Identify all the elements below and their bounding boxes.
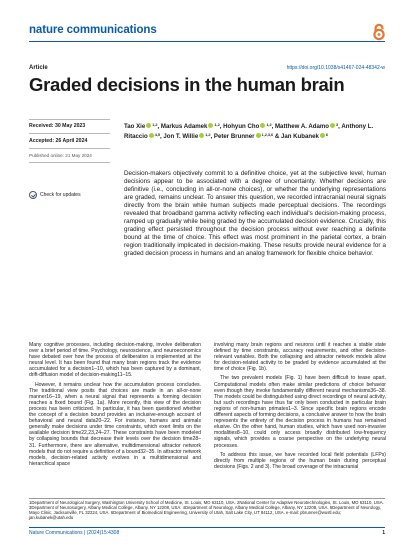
- orcid-icon[interactable]: [256, 133, 261, 138]
- affiliation-marker: 3: [336, 123, 339, 127]
- affiliation-marker: 1,2: [214, 123, 220, 127]
- body-paragraph: To address this issue, we have recorded local field potentials (LFPs) directly from multiple regions of the human brain during perceptual decisions (Figs. 2 and 3). The broad coverage of the intracranial: [214, 451, 386, 470]
- author-name[interactable]: , Matthew A. Adamo: [271, 123, 330, 130]
- footer-citation: Nature Communications | (2024)15:4308: [29, 530, 120, 536]
- meta-divider: [29, 162, 110, 163]
- affiliation-marker: 6: [325, 133, 328, 138]
- affiliations-footnote: 1Department of Neurological Surgery, Washington University School of Medicine, St. Louis, MO 63110, USA. 2National Center for Adaptive Neurotechnologies, St. Louis, MO 63110, USA. 3Department of Neurosurgery, Albany Medical College, Albany, NY 12208, USA. 4Department of Neurology, Albany Medical College, Albany, NY 12208, USA. 5Department of Neurology, Mayo Clinic, Jacksonville, FL 32224, USA. 6Department of Biomedical Engineering, University of Utah, Salt Lake City, UT 84112, USA. e-mail: pbrunner@wustl.edu; jan.kubanek@utah.edu: [29, 500, 384, 521]
- journal-name[interactable]: nature communications: [29, 24, 157, 36]
- orcid-icon[interactable]: [330, 123, 335, 128]
- check-updates-icon: [29, 191, 37, 199]
- header-rule: [29, 41, 385, 42]
- meta-divider: [29, 119, 110, 120]
- orcid-icon[interactable]: [260, 123, 265, 128]
- meta-divider: [29, 148, 110, 149]
- body-column-left: [29, 342, 201, 470]
- article-title: Graded decisions in the human brain: [29, 74, 345, 95]
- page-number: 1: [382, 530, 385, 536]
- affiliation-marker: 1,2: [152, 123, 158, 127]
- accepted-date: Accepted: 26 April 2024: [29, 138, 88, 144]
- author-list: [124, 121, 386, 142]
- footnote-divider: [29, 498, 385, 499]
- affiliation-marker: 1,2,3,6: [261, 133, 274, 138]
- article-type: Article: [29, 65, 48, 71]
- doi-link[interactable]: https://doi.org/10.1038/s41467-024-48342-w: [286, 65, 385, 71]
- author-name[interactable]: , Jon T. Willie: [160, 133, 199, 141]
- abstract: Decision-makers objectively commit to a definitive choice, yet at the subjective level, human decisions appear to be associated with a degree of uncertainty. Whether decisions are definitive (i.e., concluding in all-or-none choices), or whether the underlying representations are graded, remains unclear. To answer this question, we recorded intracranial neural signals directly from the brain while human subjects made perceptual decisions. The recordings revealed that broadband gamma activity reflecting each individual's decision-making process, ramped up gradually while being graded by the accumulated decision evidence. Crucially, this grading effect persisted throughout the decision process without ever reaching a definite bound at the time of choice. This effect was most prominent in the parietal cortex, a brain region traditionally implicated in decision-making. These results provide neural evidence for a graded decision process in humans and an analog framework for flexible choice behavior.: [124, 170, 386, 258]
- orcid-icon[interactable]: [208, 123, 213, 128]
- meta-divider: [29, 133, 110, 134]
- orcid-icon[interactable]: [146, 123, 151, 128]
- body-paragraph: However, it remains unclear how the accumulation process concludes. The traditional view posits that choices are made in an all-or-none manner16–19, when a neural signal that represents a forming decision reaches a fixed bound (Fig. 1a). More recently, this view of the decision process has been criticized. In particular, it has been questioned whether the concept of a decision bound provides an inclusive-enough account of behavioral and neural data20–22. For instance, humans and animals generally make decisions under time constraints, which exert limits on the available decision time22,23,24–27. These constraints have been modeled by collapsing bounds that decrease their levels over the decision time28–31. Furthermore, there are alternative, multidimensional attractor network models that do not require a definition of a bound32–35. In attractor network models, decision-related activity evolves in a multidimensional and hierarchical space: [29, 381, 201, 467]
- author-name[interactable]: , Markus Adamek: [157, 123, 208, 130]
- orcid-icon[interactable]: [320, 133, 325, 138]
- body-paragraph: The two prevalent models (Fig. 1) have been difficult to tease apart. Computational models often make similar predictions of choice behavior even though they invoke fundamentally different neural mechanisms36–38. The models could be distinguished using direct recordings of neural activity, but such recordings have thus far only been conducted in particular brain regions of non-human primates1–3. Since specific brain regions encode different aspects of forming decisions, a conclusive answer to how the brain represents the entirety of the decision process in humans has remained elusive. On the other hand, human studies, which have used non-invasive modalities8–10, could only access broadly distributed low-frequency signals, which provides a coarse perspective on the underlying neural processes.: [214, 375, 386, 449]
- author-name[interactable]: , Anthony L. Ritaccio: [124, 123, 374, 141]
- orcid-icon[interactable]: [149, 133, 154, 138]
- orcid-icon[interactable]: [199, 133, 204, 138]
- published-date: Published online: 21 May 2024: [29, 153, 92, 158]
- author-name[interactable]: , Hohyun Cho: [219, 123, 260, 130]
- author-name[interactable]: Tao Xie: [124, 123, 146, 130]
- check-updates-label: Check for updates: [40, 192, 81, 198]
- body-paragraph: involving many brain regions and neurons until it reaches a stable state defined by time constraints, accuracy requirements, and other decision-relevant variables. Both the collapsing and attractor network models allow for decision-related activity to be graded by evidence accumulated at the time of choice (Fig. 1b).: [214, 342, 386, 373]
- affiliation-marker: 1,2: [205, 133, 211, 138]
- affiliation-marker: 4,5: [154, 133, 160, 138]
- author-name[interactable]: , Peter Brunner: [210, 133, 255, 141]
- check-for-updates-button[interactable]: [29, 191, 81, 199]
- author-name[interactable]: & Jan Kubanek: [273, 133, 319, 141]
- footer-rule: [29, 527, 385, 528]
- body-column-right: [214, 342, 386, 473]
- affiliation-marker: 1,2: [266, 123, 272, 127]
- open-access-icon: [372, 23, 386, 41]
- received-date: Received: 30 May 2023: [29, 123, 86, 129]
- body-paragraph: Many cognitive processes, including decision-making, involve deliberation over a brief period of time. Psychology, neuroscience, and neuroeconomics have debated over how the process of deliberation is implemented at the neural level. It has been found that many brain regions track the evidence accumulated for a decision1–10, which has been captured by a dominant, drift-diffusion model of decision-making11–15.: [29, 342, 201, 379]
